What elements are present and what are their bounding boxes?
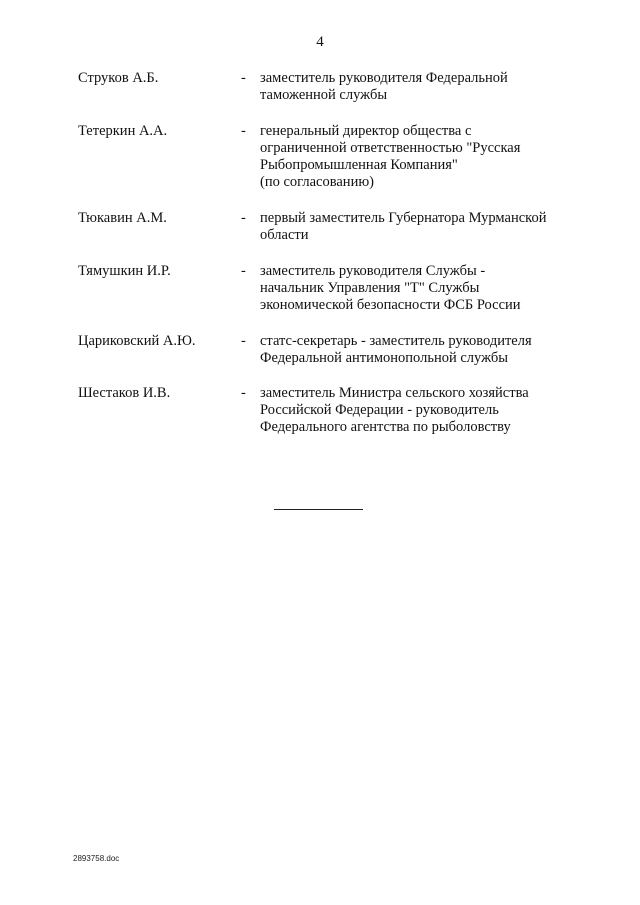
member-dash: - [241,333,246,349]
position-line: Федеральной антимонопольной службы [260,350,509,366]
member-position [260,385,600,436]
member-name: Тюкавин А.М. [78,210,167,226]
member-position [260,333,600,367]
position-line: ограниченной ответственностью "Русская [260,140,521,156]
member-dash: - [241,263,246,279]
position-line: первый заместитель Губернатора Мурманской [260,210,547,226]
member-name: Шестаков И.В. [78,385,171,401]
member-position [260,70,600,104]
position-line: заместитель руководителя Федеральной [260,70,508,86]
position-line: заместитель Министра сельского хозяйства [260,385,529,401]
member-position [260,263,600,314]
member-dash: - [241,70,246,86]
member-dash: - [241,123,246,139]
footer-filename: 2893758.doc [73,854,120,863]
position-line: экономической безопасности ФСБ России [260,297,521,313]
position-line: Рыбопромышленная Компания" [260,157,458,173]
member-name: Струков А.Б. [78,70,159,86]
position-line: генеральный директор общества с [260,123,472,139]
member-dash: - [241,210,246,226]
member-dash: - [241,385,246,401]
position-line: (по согласованию) [260,174,374,190]
position-line: начальник Управления "Т" Службы [260,280,480,296]
member-position [260,210,600,244]
closing-divider [274,509,363,510]
member-position [260,123,600,191]
member-name: Цариковский А.Ю. [78,333,196,349]
member-name: Тетеркин А.А. [78,123,168,139]
page-number: 4 [316,34,324,50]
position-line: Российской Федерации - руководитель [260,402,499,418]
member-name: Тямушкин И.Р. [78,263,171,279]
position-line: Федерального агентства по рыболовству [260,419,511,435]
position-line: области [260,227,309,243]
position-line: статс-секретарь - заместитель руководителя [260,333,532,349]
position-line: таможенной службы [260,87,388,103]
position-line: заместитель руководителя Службы - [260,263,486,279]
